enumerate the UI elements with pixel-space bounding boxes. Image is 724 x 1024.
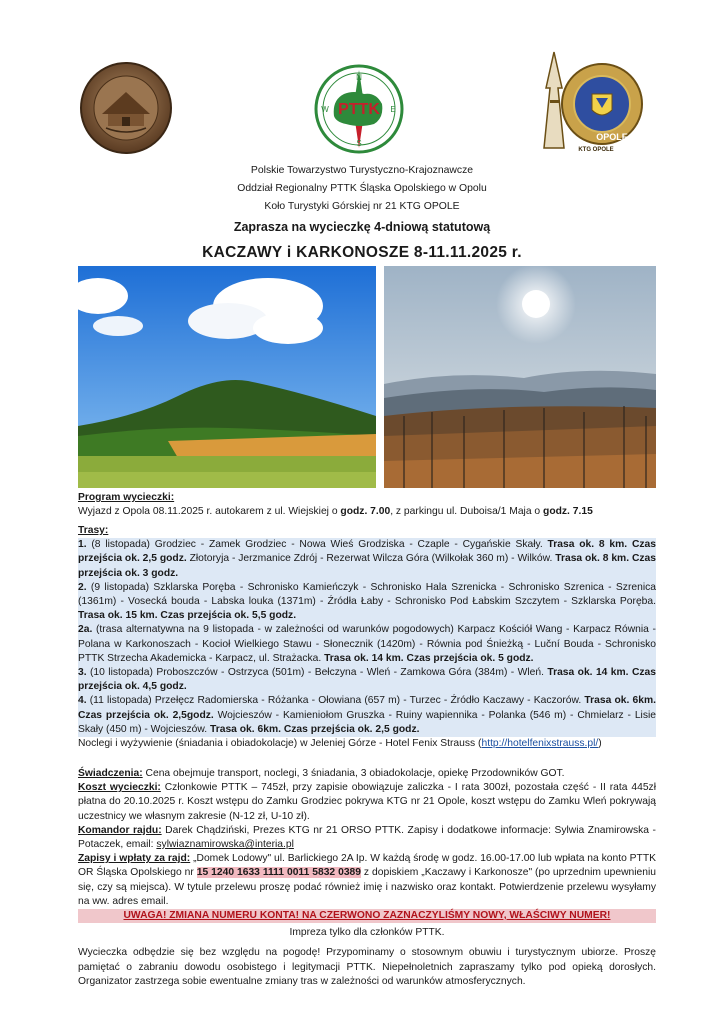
lodging-info: Noclegi i wyżywienie (śniadania i obiadokolacje) w Jeleniej Górze - Hotel Fenix Strauss (http://hotelfenixstrauss.pl/): [78, 738, 602, 750]
routes-heading: Trasy:: [78, 525, 109, 536]
bank-account-number: 15 1240 1633 1111 0011 5832 0389: [196, 867, 361, 879]
karkonosze-autumn-photo: [384, 266, 656, 488]
pttk-compass-icon: [314, 64, 404, 154]
left-badge-chalet-icon: [80, 62, 172, 154]
program-heading: Program wycieczki:: [78, 492, 175, 503]
closing-note: Wycieczka odbędzie się bez względu na pogodę! Przypominamy o stosownym obuwiu i turystycznym ubiorze. Proszę pamiętać o zabraniu dowodu osobistego i legitymacji PTTK. Niepełnoletnich zapraszamy tylko pod opieką dorosłych. Organizator zastrzega sobie ewentualne zmiany tras w zależności od warunków atmosferycznych.: [78, 947, 656, 987]
program-section: [78, 491, 656, 519]
ktg-badge-text: KTG OPOLE: [578, 147, 614, 153]
ktg-opole-tower-icon: [538, 48, 646, 154]
benefits-info: Świadczenia: Cena obejmuje transport, noclegi, 3 śniadania, 3 obiadokolacje, opiekę Przodowników GOT.: [78, 768, 565, 779]
contact-email[interactable]: sylwiaznamirowska@interia.pl: [156, 839, 294, 851]
route-2a: 2a. (trasa alternatywna na 9 listopada - w zależności od warunków pogodowych) Karpacz Kościół Wang - Karpacz Równia - Polana w Karkonoszach - Kocioł Wielkiego Stawu - Słonecznik (1420m) - Równia pod Śnieżką - Luční Bouda - Schronisko PTTK Strzecha Akademicka - Karpacz, ul. Strażacka. Trasa ok. 14 km. Czas przejścia ok. 5 godz.: [78, 624, 656, 664]
club-name: Koło Turystyki Górskiej nr 21 KTG OPOLE: [264, 201, 460, 212]
leader-info: Komandor rajdu: Darek Chądziński, Prezes KTG nr 21 ORSO PTTK. Zapisy i dodatkowe informacje: Sylwia Znamirowska -Potaczek, email: sylwiaznamirowska@interia.pl: [78, 824, 656, 851]
left-badge-logo: [80, 62, 172, 154]
invitation-line: Zaprasza na wycieczkę 4-dniową statutową: [233, 220, 491, 234]
opole-badge-text: OPOLE: [596, 132, 628, 142]
pttk-logo: [314, 64, 404, 154]
members-only-note: Impreza tylko dla członków PTTK.: [289, 927, 445, 939]
signup-info: Zapisy i wpłaty za rajd: „Domek Lodowy" ul. Barlickiego 2A Ip. W każdą środę w godz. 16.00-17.00 lub wpłata na konto PTTK OR Śląska Opolskiego nr 15 1240 1633 1111 0011 5832 0389 z dopiskiem „Kaczawy i Karkonosze" (po uprzednim upewnieniu się, czy są miejsca). W tytule przelewu proszę podać również imię i nazwisko oraz kontakt. Potwierdzenie przelewu wysyłamy na ww. adres email.: [78, 853, 657, 907]
routes-section: [78, 524, 656, 751]
svg-text:N: N: [356, 73, 362, 82]
svg-text:W: W: [321, 105, 329, 114]
departure-info: Wyjazd z Opola 08.11.2025 r. autokarem z ul. Wiejskiej o godz. 7.00, z parkingu ul. Duboisa/1 Maja o godz. 7.15: [78, 506, 593, 518]
hotel-link[interactable]: http://hotelfenixstrauss.pl/: [481, 738, 599, 750]
route-1: 1. (8 listopada) Grodziec - Zamek Grodziec - Nowa Wieś Grodziska - Czaple - Cygańskie Skały. Trasa ok. 8 km. Czas przejścia ok. 2,5 godz. Złotoryja - Jerzmanice Zdrój - Rezerwat Wilcza Góra (Wilkołak 360 m) - Wilków. Trasa ok. 8 km. Czas przejścia ok. 3 godz.: [78, 539, 656, 579]
svg-text:S: S: [356, 139, 362, 148]
svg-text:E: E: [390, 105, 396, 114]
details-section: [78, 767, 656, 989]
page-title: KACZAWY i KARKONOSZE 8-11.11.2025 r.: [202, 244, 522, 261]
account-change-warning: UWAGA! ZMIANA NUMERU KONTA! NA CZERWONO ZAZNACZYLIŚMY NOWY, WŁAŚCIWY NUMER!: [78, 909, 656, 923]
branch-name: Oddział Regionalny PTTK Śląska Opolskiego w Opolu: [237, 183, 487, 194]
route-4: 4. (11 listopada) Przełęcz Radomierska - Różanka - Ołowiana (657 m) - Turzec - Źródło Kaczawy - Kaczorów. Trasa ok. 6km. Czas przejścia ok. 2,5godz. Wojcieszów - Kamieniołom Gruszka - Ruiny wapiennika - Polanka (546 m) - Chmielarz - Lisie Skały (450 m) - Wojcieszów. Trasa ok. 6km. Czas przejścia ok. 2,5 godz.: [78, 695, 657, 735]
org-name: Polskie Towarzystwo Turystyczno-Krajoznawcze: [250, 165, 474, 176]
grodziec-hill-photo: [78, 266, 376, 488]
route-2: 2. (9 listopada) Szklarska Poręba - Schronisko Kamieńczyk - Schronisko Hala Szrenicka - Schronisko Szrenica - Szrenica (1361m) - Vosecká bouda - Labska louka (1371m) - Źródła Łaby - Schronisko Pod Łabskim Szczytem - Szklarska Poręba. Trasa ok. 15 km. Czas przejścia ok. 5,5 godz.: [78, 581, 656, 622]
cost-info: Koszt wycieczki: Członkowie PTTK – 745zł, przy zapisie obowiązuje zaliczka - I rata 300zł, pozostała część - II rata 445zł płatna do 20.10.2025 r. Koszt wstępu do Zamku Grodziec pokrywa KTG nr 21 Opole, koszt wstępu do Zamku Wleń pokrywają uczestnicy we własnym zakresie (N-12 zł, U-10 zł).: [78, 782, 656, 822]
ktg-opole-logo: [538, 48, 646, 154]
pttk-logo-text: PTTK: [338, 101, 380, 118]
route-3: 3. (10 listopada) Proboszczów - Ostrzyca (501m) - Bełczyna - Wleń - Zamkowa Góra (384m) - Wleń. Trasa ok. 14 km. Czas przejścia ok. 4,5 godz.: [78, 667, 656, 693]
